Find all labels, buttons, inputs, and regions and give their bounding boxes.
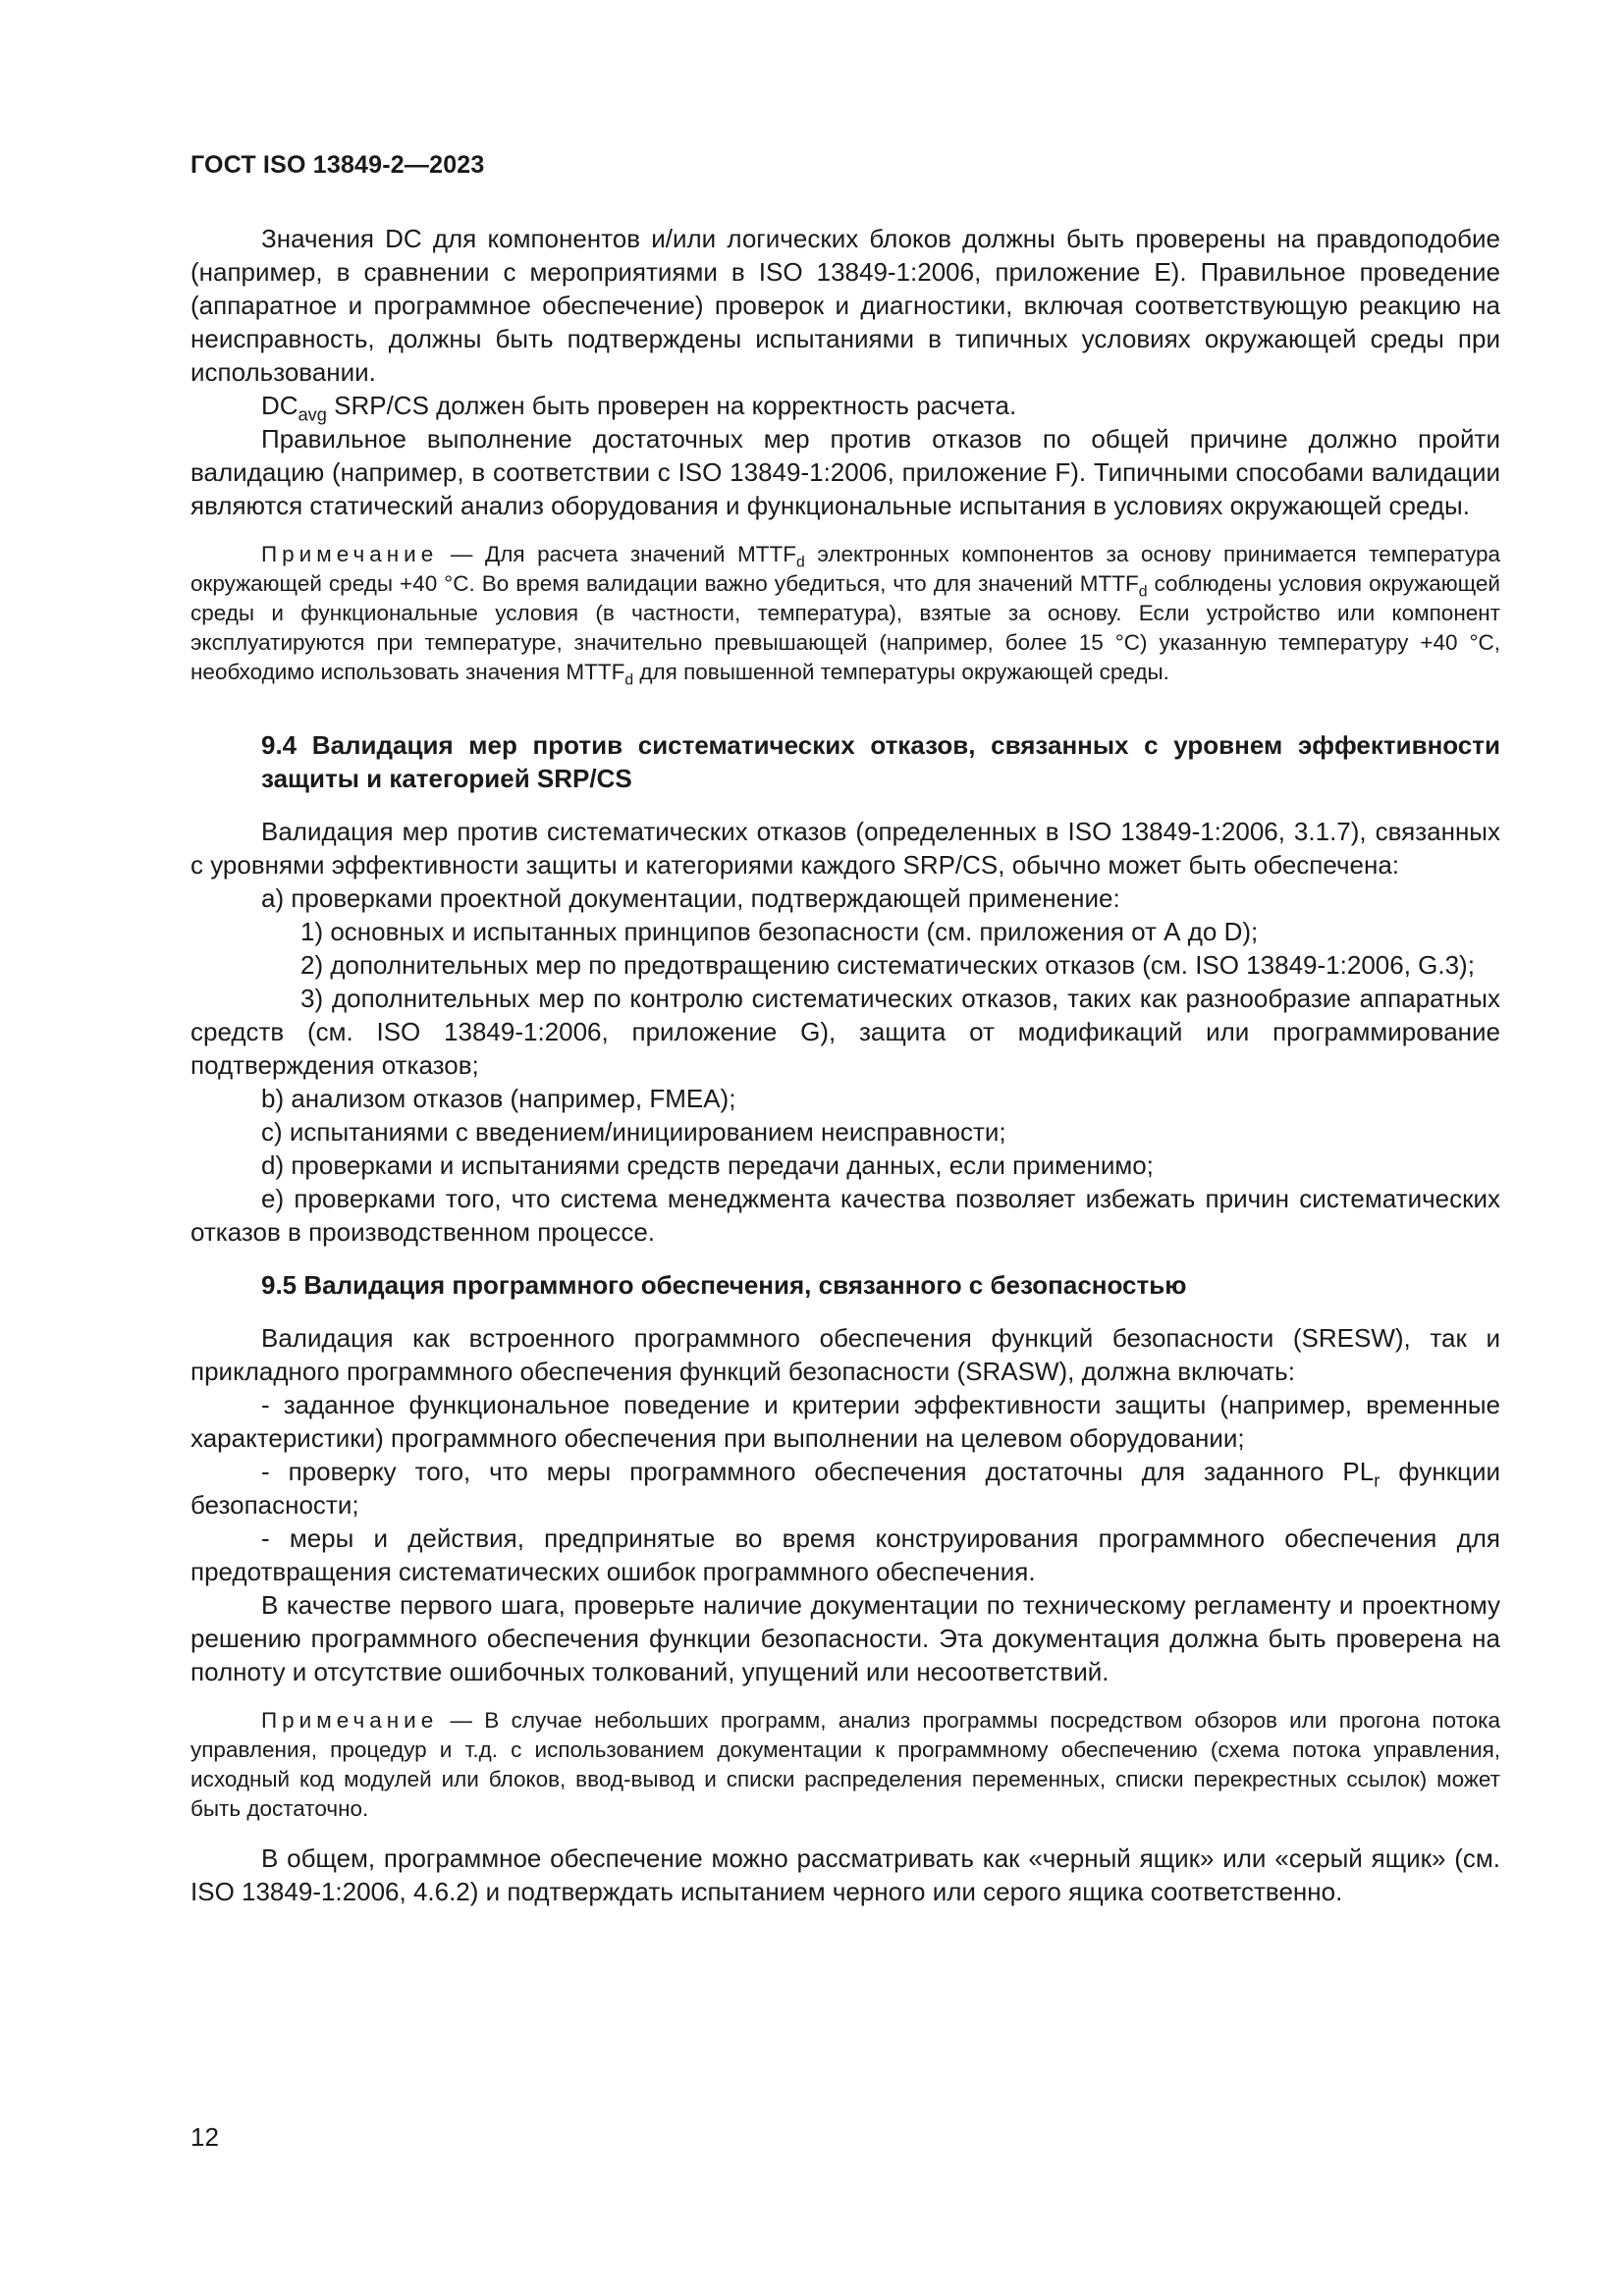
- section-heading-9-5: 9.5 Валидация программного обеспечения, связанного с безопасностью: [261, 1270, 1187, 1300]
- pl-subscript: r: [1374, 1470, 1380, 1491]
- list-item-a3: 3) дополнительных мер по контролю систематических отказов, таких как разнообразие аппаратных средств (см. ISO 13849-1:2006, приложение G), защита от модификаций или программирование подтверждения отказов;: [190, 984, 1500, 1080]
- paragraph-dc-avg: [190, 389, 1500, 425]
- list-item-a1: 1) основных и испытанных принципов безопасности (см. приложения от А до D);: [300, 917, 1259, 946]
- list-item-b: b) анализом отказов (например, FMEA);: [261, 1084, 736, 1113]
- dc-avg-rest: SRP/CS должен быть проверен на корректность расчета.: [326, 391, 1017, 420]
- note-text-3: соблюдены условия окружающей среды и функциональные условия (в частности, температура), взятые за основу. Если устройство или компонент эксплуатируются при температуре, значительно превышающей (например, более 15 °С) указанную температуру +40 °С, необходимо использовать значения MTTF: [190, 571, 1500, 684]
- bullet-measures: - меры и действия, предпринятые во время конструирования программного обеспечения для предотвращения систематических ошибок программного обеспечения.: [190, 1523, 1500, 1586]
- list-item-a: а) проверками проектной документации, подтверждающей применение:: [261, 883, 1120, 913]
- section-9-4-intro: Валидация мер против систематических отказов (определенных в ISO 13849-1:2006, 3.1.7), связанных с уровнями эффективности защиты и категориями каждого SRP/CS, обычно может быть обеспечена:: [190, 817, 1500, 880]
- note-label-2: Примечание: [261, 1708, 439, 1733]
- note-mttf: [190, 540, 1500, 687]
- note-text-small-programs: — В случае небольших программ, анализ программы посредством обзоров или прогона потока управления, процедур и т.д. с использованием документации к программному обеспечению (схема потока управления, исходный код модулей или блоков, ввод-вывод и списки распределения переменных, списки перекрестных ссылок) может быть достаточно.: [190, 1708, 1500, 1821]
- list-item-a2: 2) дополнительных мер по предотвращению систематических отказов (см. ISO 13849-1:2006, G.3);: [300, 950, 1475, 980]
- mttf-subscript-3: d: [624, 671, 634, 689]
- note-label: Примечание: [261, 542, 439, 566]
- bullet-pl-check: [190, 1455, 1500, 1522]
- paragraph-first-step: В качестве первого шага, проверьте наличие документации по техническому регламенту и проектному решению программного обеспечения функции безопасности. Эта документация должна быть проверена на полноту и отсутствие ошибочных толкований, упущений или несоответствий.: [190, 1590, 1500, 1686]
- note-text-4: для повышенной температуры окружающей среды.: [633, 660, 1169, 684]
- list-item-c: c) испытаниями с введением/инициированием неисправности;: [261, 1117, 1006, 1147]
- paragraph-black-box: В общем, программное обеспечение можно рассматривать как «черный ящик» или «серый ящик» (см. ISO 13849-1:2006, 4.6.2) и подтверждать испытанием черного или серого ящика соответственно.: [190, 1843, 1500, 1906]
- paragraph-dc-values: Значения DC для компонентов и/или логических блоков должны быть проверены на правдоподобие (например, в сравнении с мероприятиями в ISO 13849-1:2006, приложение Е). Правильное проведение (аппаратное и программное обеспечение) проверок и диагностики, включая соответствующую реакцию на неисправность, должны быть подтверждены испытаниями в типичных условиях окружающей среды при использовании.: [190, 224, 1500, 387]
- page-content: [190, 222, 1500, 1908]
- document-header: ГОСТ ISO 13849-2—2023: [190, 151, 485, 179]
- note-text-1: — Для расчета значений MTTF: [438, 542, 796, 566]
- section-9-5-intro: Валидация как встроенного программного обеспечения функций безопасности (SRESW), так и прикладного программного обеспечения функций безопасности (SRASW), должна включать:: [190, 1323, 1500, 1386]
- avg-subscript: avg: [298, 404, 327, 425]
- bullet-functional-behaviour: - заданное функциональное поведение и критерии эффективности защиты (например, временные характеристики) программного обеспечения при выполнении на целевом оборудовании;: [190, 1390, 1500, 1453]
- dc-text: DC: [261, 391, 298, 420]
- page-number: 12: [190, 2122, 219, 2152]
- note-small-programs: [190, 1706, 1500, 1824]
- mttf-subscript-1: d: [795, 554, 805, 571]
- section-heading-9-4: 9.4 Валидация мер против систематических отказов, связанных с уровнем эффективности защиты и категорией SRP/CS: [261, 730, 1500, 793]
- bullet-pl-text: - проверку того, что меры программного обеспечения достаточны для заданного PL: [261, 1457, 1375, 1486]
- paragraph-ccf: Правильное выполнение достаточных мер против отказов по общей причине должно пройти валидацию (например, в соответствии с ISO 13849-1:2006, приложение F). Типичными способами валидации являются статический анализ оборудования и функциональные испытания в условиях окружающей среды.: [190, 424, 1500, 520]
- bullet-pl-rest: функции безопасности;: [190, 1457, 1500, 1520]
- note-text-2: электронных компонентов за основу принимается температура окружающей среды +40 °С. Во время валидации важно убедиться, что для значений MTTF: [190, 542, 1501, 596]
- mttf-subscript-2: d: [1138, 583, 1148, 601]
- list-item-d: d) проверками и испытаниями средств передачи данных, если применимо;: [261, 1150, 1154, 1180]
- list-item-e: е) проверками того, что система менеджмента качества позволяет избежать причин систематических отказов в производственном процессе.: [190, 1184, 1500, 1247]
